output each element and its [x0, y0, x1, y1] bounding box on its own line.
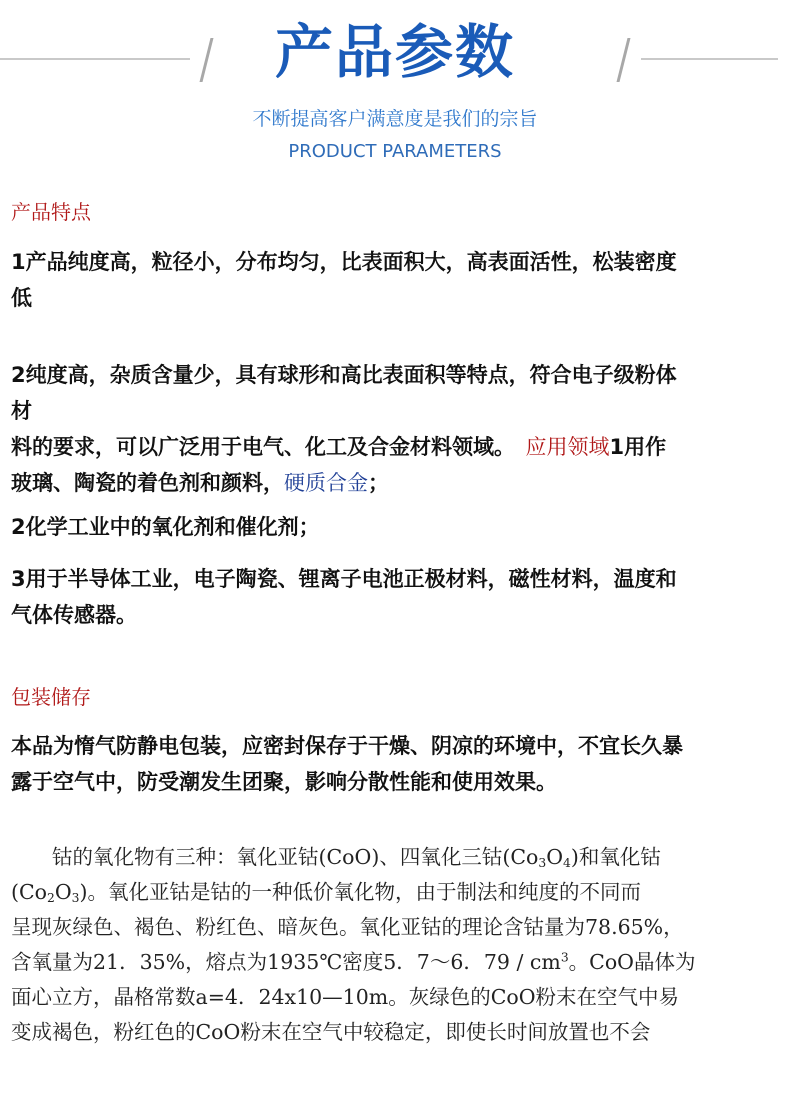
feature-4-line-1: 用于半导体工业，电子陶瓷、锂离子电池正极材料，磁性材料，温度和 — [25, 566, 677, 591]
feature-1-line-1: 产品纯度高，粒径小，分布均匀，比表面积大，高表面活性，松装密度 — [25, 249, 677, 274]
feature-3-text: 化学工业中的氧化剂和催化剂； — [25, 514, 320, 539]
application-1-number: 1 — [609, 435, 625, 459]
oxide-line-1c: O — [546, 845, 563, 869]
feature-paragraph-1 — [11, 244, 781, 316]
feature-2-line-3: 料的要求，可以广泛用于电气、化工及合金材料领域。 — [11, 434, 505, 459]
features-heading: 产品特点 — [11, 200, 91, 224]
feature-4-line-2: 气体传感器。 — [11, 602, 137, 627]
page-header — [0, 0, 790, 180]
oxide-line-2a: (Co — [11, 880, 48, 904]
oxide-line-1e: )和氧化钴 — [570, 845, 661, 869]
storage-heading: 包装储存 — [11, 685, 91, 709]
application-1-tail: ； — [368, 470, 389, 495]
feature-4-number: 3 — [11, 567, 26, 591]
oxide-sup-3: 3 — [560, 950, 569, 965]
oxide-line-5: 面心立方，晶格常数a=4．24x10—10m。灰绿色的CoO粉末在空气中易 — [11, 985, 680, 1009]
oxide-line-1a: 钴的氧化物有三种：氧化亚钴(CoO)、四氧化三钴(Co — [11, 845, 539, 869]
feature-paragraph-4 — [11, 561, 781, 633]
feature-paragraph-2 — [11, 357, 781, 501]
feature-paragraph-3 — [11, 509, 781, 545]
storage-line-1: 本品为惰气防静电包装，应密封保存于干燥、阴凉的环境中，不宜长久暴 — [11, 733, 683, 758]
oxide-line-4c: 。CoO晶体为 — [568, 950, 696, 974]
storage-paragraph — [11, 728, 781, 800]
feature-2-line-2: 材 — [11, 398, 32, 423]
application-1-lead: 用作 — [624, 434, 667, 459]
application-heading: 应用领域 — [525, 435, 610, 459]
application-1-text: 玻璃、陶瓷的着色剂和颜料， — [11, 470, 284, 495]
oxide-sub-4: 4 — [563, 856, 571, 871]
feature-1-line-2: 低 — [11, 285, 32, 310]
oxide-line-3: 呈现灰绿色、褐色、粉红色、暗灰色。氧化亚钴的理论含钴量为78.65%， — [11, 915, 684, 939]
oxide-line-4a: 含氧量为21．35%，熔点为1935℃密度5．7～6．79 / cm — [11, 950, 561, 974]
oxide-line-6: 变成褐色，粉红色的CoO粉末在空气中较稳定，即使长时间放置也不会 — [11, 1020, 651, 1044]
page-title: 产品参数 — [274, 18, 515, 86]
feature-3-number: 2 — [11, 515, 26, 539]
oxide-sub-2: 2 — [47, 891, 55, 906]
header-subtitle: PRODUCT PARAMETERS — [288, 141, 502, 162]
oxide-sub-3b: 3 — [71, 891, 80, 906]
cobalt-oxide-paragraph — [11, 840, 786, 1050]
feature-1-number: 1 — [11, 250, 26, 274]
oxide-sub-3: 3 — [538, 856, 547, 871]
feature-2-line-1: 纯度高，杂质含量少，具有球形和高比表面积等特点，符合电子级粉体 — [25, 362, 677, 387]
feature-2-number: 2 — [11, 363, 26, 387]
hard-alloy-label: 硬质合金 — [284, 471, 368, 495]
oxide-line-2e: )。氧化亚钴是钴的一种低价氧化物，由于制法和纯度的不同而 — [79, 880, 641, 904]
storage-line-2: 露于空气中，防受潮发生团聚，影响分散性能和使用效果。 — [11, 769, 557, 794]
header-slogan: 不断提高客户满意度是我们的宗旨 — [252, 108, 538, 130]
header-divider-right — [641, 58, 778, 60]
oxide-line-2c: O — [54, 880, 72, 904]
